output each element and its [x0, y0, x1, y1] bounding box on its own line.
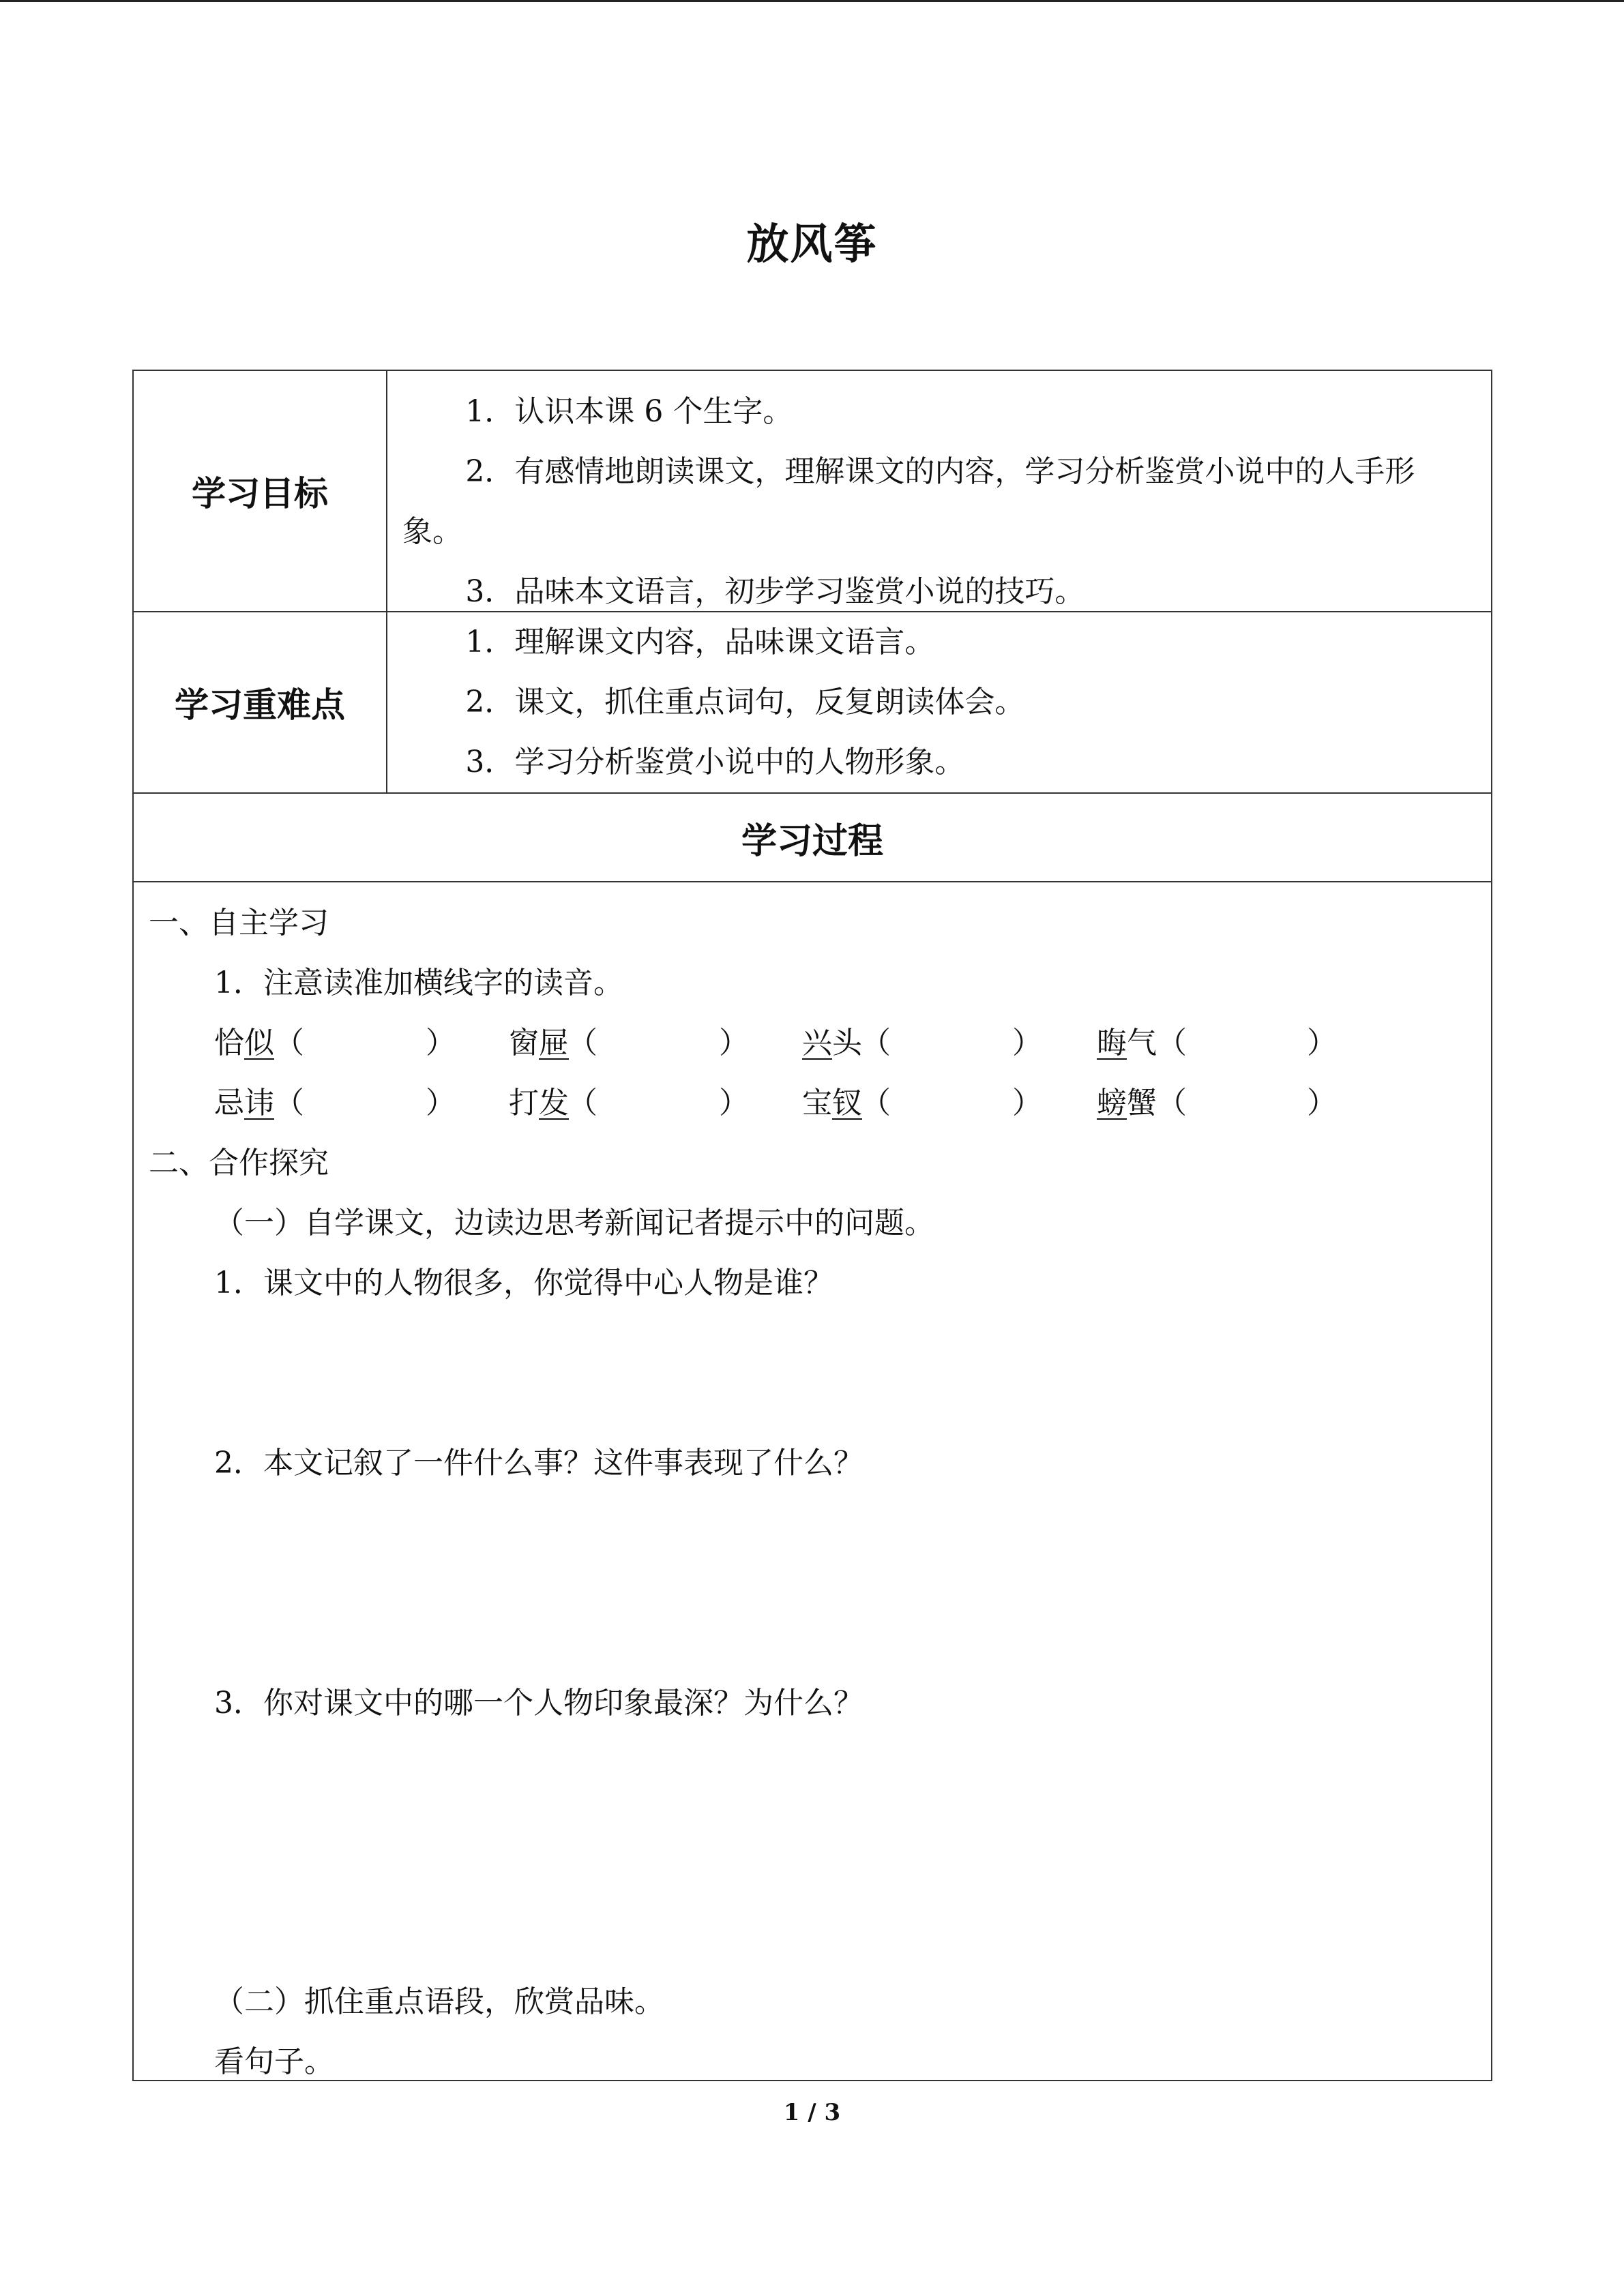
objective-item: 1．认识本课 6 个生字。 — [465, 394, 793, 429]
page-title: 放风筝 — [746, 219, 878, 269]
answer-paren-close: ） — [426, 1086, 456, 1120]
process-heading: 学习过程 — [741, 820, 883, 862]
key-points-content — [387, 612, 1491, 792]
page-top-rule — [0, 0, 1624, 2]
task-pronunciation: 1．注意读准加横线字的读音。 — [214, 966, 623, 1000]
section-cooperative: 二、合作探究 — [149, 1146, 329, 1180]
pinyin-word: 打发 — [509, 1086, 569, 1120]
answer-paren-open: （ — [1157, 1086, 1187, 1120]
pinyin-word: 忌讳 — [214, 1086, 274, 1120]
pinyin-word: 兴头 — [802, 1026, 862, 1060]
look-at-sentences: 看句子。 — [214, 2044, 334, 2079]
answer-paren-open: （ — [861, 1086, 891, 1120]
key-points-label: 学习重难点 — [134, 612, 387, 792]
answer-paren-open: （ — [567, 1026, 597, 1060]
section-self-study: 一、自主学习 — [149, 906, 329, 940]
objective-item: 2．有感情地朗读课文，理解课文的内容，学习分析鉴赏小说中的人手形象。 — [402, 454, 1415, 549]
answer-paren-open: （ — [1157, 1026, 1187, 1060]
pinyin-word: 晦气 — [1097, 1026, 1157, 1060]
answer-paren-close: ） — [1012, 1086, 1042, 1120]
objectives-label: 学习目标 — [134, 371, 387, 611]
question-1: 1．课文中的人物很多，你觉得中心人物是谁？ — [214, 1266, 833, 1300]
key-point-item: 1．理解课文内容，品味课文语言。 — [465, 625, 935, 659]
answer-paren-open: （ — [274, 1086, 304, 1120]
pinyin-word: 宝钗 — [802, 1086, 862, 1120]
key-points-row — [134, 612, 1491, 794]
question-3: 3．你对课文中的哪一个人物印象最深？为什么？ — [214, 1686, 863, 1720]
question-2: 2．本文记叙了一件什么事？这件事表现了什么？ — [214, 1446, 863, 1480]
page-number: 1 / 3 — [783, 2099, 841, 2126]
pinyin-word: 恰似 — [214, 1026, 274, 1060]
worksheet-table — [132, 370, 1492, 2081]
process-body — [134, 882, 1491, 2081]
objectives-row — [134, 371, 1491, 612]
key-point-item: 2．课文，抓住重点词句，反复朗读体会。 — [465, 685, 1025, 719]
answer-paren-close: ） — [1307, 1026, 1337, 1060]
answer-paren-close: ） — [426, 1026, 456, 1060]
answer-paren-open: （ — [567, 1086, 597, 1120]
answer-paren-close: ） — [1012, 1026, 1042, 1060]
pinyin-word: 螃蟹 — [1097, 1086, 1157, 1120]
subsection-self-study: （一）自学课文，边读边思考新闻记者提示中的问题。 — [214, 1206, 934, 1240]
answer-paren-close: ） — [719, 1026, 749, 1060]
answer-paren-open: （ — [861, 1026, 891, 1060]
objectives-content — [387, 371, 1491, 611]
answer-paren-close: ） — [1307, 1086, 1337, 1120]
answer-paren-open: （ — [274, 1026, 304, 1060]
answer-paren-close: ） — [719, 1086, 749, 1120]
process-heading-row — [134, 794, 1491, 882]
subsection-key-passages: （二）抓住重点语段，欣赏品味。 — [214, 1984, 664, 2019]
objective-item: 3．品味本文语言，初步学习鉴赏小说的技巧。 — [465, 574, 1085, 609]
key-point-item: 3．学习分析鉴赏小说中的人物形象。 — [465, 745, 965, 779]
pinyin-word: 窗屉 — [509, 1026, 569, 1060]
